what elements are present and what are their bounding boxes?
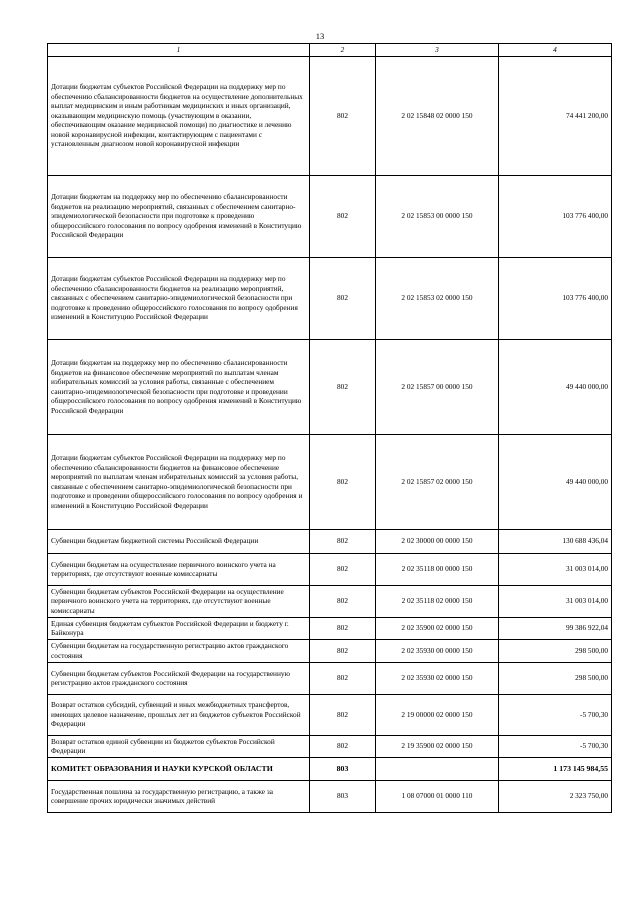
revenue-table-body [48, 44, 612, 813]
amount-cell: 103 776 400,00 [499, 257, 612, 339]
admin-code-cell: 802 [310, 617, 376, 639]
column-header-admin-code: 2 [310, 44, 376, 57]
description-cell: Дотации бюджетам субъектов Российской Федерации на поддержку мер по обеспечению сбалансированности бюджетов на осуществление дополнительных выплат медицинским и иным работникам медицинских и иных организаций, оказывающим медицинскую помощь (участвующим в оказании, обеспечивающим оказание медицинской помощи) по диагностике и лечению новой коронавирусной инфекции, контактирующим с пациентами с установленным диагнозом новой коронавирусной инфекции [48, 56, 310, 175]
amount-cell: 2 323 750,00 [499, 780, 612, 812]
table-row [48, 617, 612, 639]
budget-code-cell: 2 02 15857 02 0000 150 [376, 434, 499, 529]
amount-cell: 99 386 922,04 [499, 617, 612, 639]
admin-code-cell: 802 [310, 529, 376, 553]
admin-code-cell: 802 [310, 175, 376, 257]
budget-code-cell: 2 02 35930 02 0000 150 [376, 662, 499, 694]
description-cell: Государственная пошлина за государственную регистрацию, а также за совершение прочих юридически значимых действий [48, 780, 310, 812]
amount-cell: -5 700,30 [499, 735, 612, 757]
admin-code-cell: 802 [310, 56, 376, 175]
amount-cell: 1 173 145 984,55 [499, 757, 612, 780]
budget-code-cell: 2 02 15857 00 0000 150 [376, 339, 499, 434]
table-row [48, 694, 612, 735]
description-cell: Субвенции бюджетам субъектов Российской Федерации на государственную регистрацию актов гражданского состояния [48, 662, 310, 694]
description-cell: Субвенции бюджетам субъектов Российской Федерации на осуществление первичного воинского учета на территориях, где отсутствуют военные комиссариаты [48, 585, 310, 617]
column-header-budget-code: 3 [376, 44, 499, 57]
page-number: 13 [315, 31, 325, 41]
table-row [48, 757, 612, 780]
column-number-row [48, 44, 612, 57]
table-row [48, 339, 612, 434]
budget-code-cell: 2 02 15848 02 0000 150 [376, 56, 499, 175]
table-row [48, 257, 612, 339]
budget-code-cell: 1 08 07000 01 0000 110 [376, 780, 499, 812]
admin-code-cell: 803 [310, 780, 376, 812]
description-cell: Возврат остатков единой субвенции из бюджетов субъектов Российской Федерации [48, 735, 310, 757]
table-row [48, 585, 612, 617]
budget-code-cell: 2 02 35900 02 0000 150 [376, 617, 499, 639]
table-row [48, 735, 612, 757]
description-cell: Дотации бюджетам на поддержку мер по обеспечению сбалансированности бюджетов на финансовое обеспечение мероприятий по выплатам членам избирательных комиссий за условия работы, связанные с обеспечением санитарно-эпидемиологической безопасности при подготовке и проведении общероссийского голосования по вопросу одобрения изменений в Конституцию Российской Федерации [48, 339, 310, 434]
budget-code-cell: 2 02 35930 00 0000 150 [376, 639, 499, 662]
table-row [48, 662, 612, 694]
amount-cell: 103 776 400,00 [499, 175, 612, 257]
table-row [48, 780, 612, 812]
revenue-table [47, 43, 612, 813]
column-header-description: 1 [48, 44, 310, 57]
admin-code-cell: 802 [310, 553, 376, 585]
amount-cell: 31 003 014,00 [499, 553, 612, 585]
description-cell: Субвенции бюджетам на осуществление первичного воинского учета на территориях, где отсутствуют военные комиссариаты [48, 553, 310, 585]
amount-cell: 31 003 014,00 [499, 585, 612, 617]
column-header-amount: 4 [499, 44, 612, 57]
budget-code-cell: 2 19 00000 02 0000 150 [376, 694, 499, 735]
admin-code-cell: 802 [310, 339, 376, 434]
admin-code-cell: 803 [310, 757, 376, 780]
amount-cell: 74 441 200,00 [499, 56, 612, 175]
budget-code-cell [376, 757, 499, 780]
budget-code-cell: 2 02 15853 02 0000 150 [376, 257, 499, 339]
admin-code-cell: 802 [310, 434, 376, 529]
admin-code-cell: 802 [310, 585, 376, 617]
amount-cell: 49 440 000,00 [499, 434, 612, 529]
table-row [48, 175, 612, 257]
table-row [48, 553, 612, 585]
description-cell: Субвенции бюджетам бюджетной системы Российской Федерации [48, 529, 310, 553]
description-cell: Субвенции бюджетам на государственную регистрацию актов гражданского состояния [48, 639, 310, 662]
amount-cell: 298 500,00 [499, 639, 612, 662]
admin-code-cell: 802 [310, 694, 376, 735]
admin-code-cell: 802 [310, 639, 376, 662]
budget-code-cell: 2 19 35900 02 0000 150 [376, 735, 499, 757]
description-cell: Дотации бюджетам субъектов Российской Федерации на поддержку мер по обеспечению сбалансированности бюджетов на реализацию мероприятий, связанных с обеспечением санитарно-эпидемиологической безопасности при подготовке к проведению общероссийского голосования по вопросу одобрения изменений в Конституцию Российской Федерации [48, 257, 310, 339]
description-cell: КОМИТЕТ ОБРАЗОВАНИЯ И НАУКИ КУРСКОЙ ОБЛАСТИ [48, 757, 310, 780]
table-row [48, 56, 612, 175]
amount-cell: 130 688 436,04 [499, 529, 612, 553]
description-cell: Единая субвенция бюджетам субъектов Российской Федерации и бюджету г. Байконура [48, 617, 310, 639]
budget-code-cell: 2 02 35118 02 0000 150 [376, 585, 499, 617]
table-row [48, 529, 612, 553]
table-row [48, 434, 612, 529]
table-row [48, 639, 612, 662]
amount-cell: 298 500,00 [499, 662, 612, 694]
budget-code-cell: 2 02 30000 00 0000 150 [376, 529, 499, 553]
admin-code-cell: 802 [310, 662, 376, 694]
description-cell: Возврат остатков субсидий, субвенций и иных межбюджетных трансфертов, имеющих целевое назначение, прошлых лет из бюджетов субъектов Российской Федерации [48, 694, 310, 735]
description-cell: Дотации бюджетам на поддержку мер по обеспечению сбалансированности бюджетов на реализацию мероприятий, связанных с обеспечением санитарно-эпидемиологической безопасности при подготовке к проведению общероссийского голосования по вопросу одобрения изменений в Конституцию Российской Федерации [48, 175, 310, 257]
admin-code-cell: 802 [310, 257, 376, 339]
description-cell: Дотации бюджетам субъектов Российской Федерации на поддержку мер по обеспечению сбалансированности бюджетов на финансовое обеспечение мероприятий по выплатам членам избирательных комиссий за условия работы, связанные с обеспечением санитарно-эпидемиологической безопасности при подготовке и проведении общероссийского голосования по вопросу одобрения и изменений в Конституцию Российской Федерации [48, 434, 310, 529]
amount-cell: -5 700,30 [499, 694, 612, 735]
amount-cell: 49 440 000,00 [499, 339, 612, 434]
budget-code-cell: 2 02 15853 00 0000 150 [376, 175, 499, 257]
admin-code-cell: 802 [310, 735, 376, 757]
budget-code-cell: 2 02 35118 00 0000 150 [376, 553, 499, 585]
